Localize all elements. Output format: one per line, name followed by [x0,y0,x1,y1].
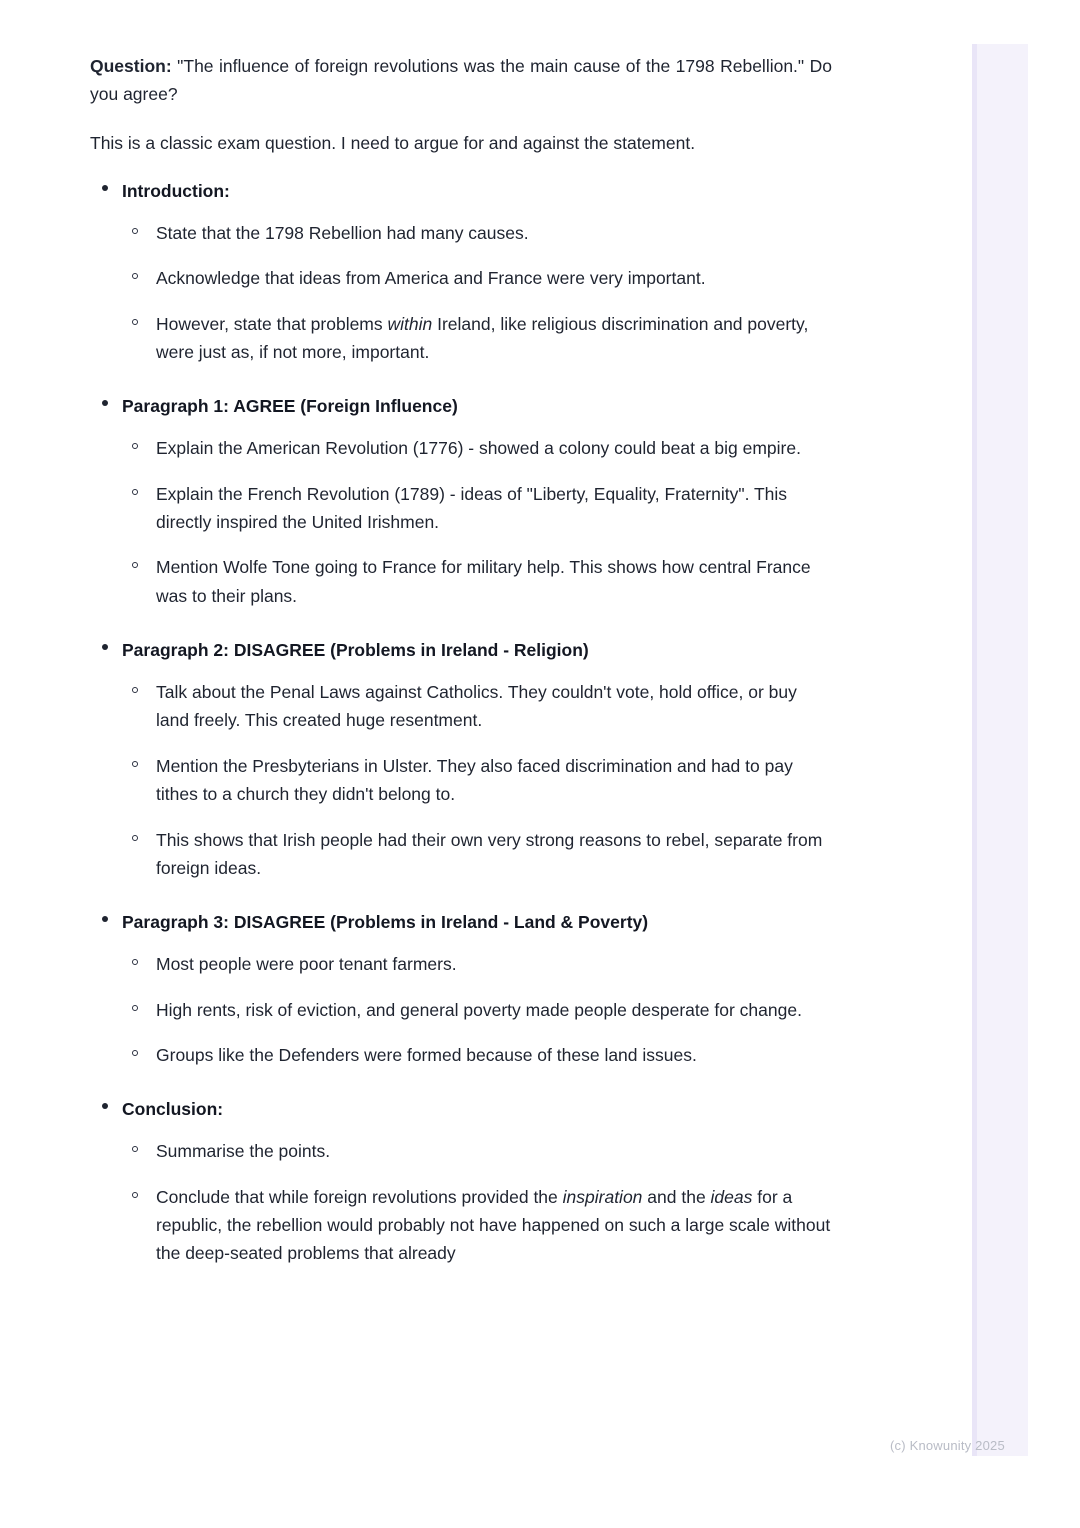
list-item [122,950,832,978]
sub-bullet-icon [132,562,138,568]
bullet-icon [102,1103,108,1109]
sub-point-text-tail: Ireland, like religious discrimination and poverty, were just as, if not more, important. [156,313,809,363]
sub-bullet-icon [132,1192,138,1198]
sub-bullet-icon [132,319,138,325]
list-item [122,1137,832,1165]
list-item [122,553,832,610]
sub-bullet-icon [132,959,138,965]
bullet-icon [102,400,108,406]
sub-point-text: High rents, risk of eviction, and general poverty made people desperate for change. [156,999,802,1020]
sub-point-text: Conclude that while foreign revolutions provided the [156,1186,563,1207]
sub-list [122,434,832,610]
list-item [122,264,832,292]
list-item [122,480,832,537]
list-item [122,752,832,809]
outline-list [90,177,832,1268]
sub-bullet-icon [132,443,138,449]
sub-point-emphasis: within [387,313,433,334]
sub-point-text: Most people were poor tenant farmers. [156,954,457,975]
section-heading: Conclusion: [122,1099,224,1120]
list-item [90,908,832,1069]
sub-bullet-icon [132,489,138,495]
section-heading: Paragraph 3: DISAGREE (Problems in Ireland - Land & Poverty) [122,912,649,933]
sub-point-text: Mention Wolfe Tone going to France for military help. This shows how central France was to their plans. [156,557,811,606]
sub-bullet-icon [132,761,138,767]
sub-bullet-icon [132,273,138,279]
sub-list [122,950,832,1069]
sub-point-text: Talk about the Penal Laws against Catholics. They couldn't vote, hold office, or buy land freely. This created huge resentment. [156,682,797,731]
sub-point-text: Mention the Presbyterians in Ulster. They also faced discrimination and had to pay tithes to a church they didn't belong to. [156,755,793,805]
sub-list [122,678,832,882]
decorative-side-band [972,44,1028,1456]
section-heading: Paragraph 2: DISAGREE (Problems in Ireland - Religion) [122,640,589,661]
list-item [122,1041,832,1069]
sub-point-emphasis-2: ideas [710,1186,753,1207]
list-item [122,310,832,367]
sub-point-text: Summarise the points. [156,1141,331,1162]
sub-bullet-icon [132,835,138,841]
list-item [90,177,832,366]
sub-point-text: Acknowledge that ideas from America and France were very important. [156,268,706,289]
sub-bullet-icon [132,1050,138,1056]
list-item [122,1183,832,1268]
list-item [122,434,832,462]
sub-point-text: Explain the American Revolution (1776) - showed a colony could beat a big empire. [156,438,801,459]
question-text: "The influence of foreign revolutions was the main cause of the 1798 Rebellion." Do you agree? [90,56,832,105]
bullet-icon [102,644,108,650]
list-item [122,996,832,1024]
intro-paragraph: This is a classic exam question. I need to argue for and against the statement. [90,132,696,153]
list-item [90,636,832,882]
sub-list [122,1137,832,1267]
sub-point-text: Groups like the Defenders were formed because of these land issues. [156,1044,697,1065]
decorative-side-band-edge [972,44,977,1456]
sub-point-text-tail: and the [642,1186,711,1207]
document-content [90,52,832,1294]
bullet-icon [102,185,108,191]
watermark: (c) Knowunity 2025 [890,1438,1005,1453]
sub-point-emphasis: inspiration [562,1186,643,1207]
list-item [122,826,832,883]
list-item [122,678,832,735]
list-item [90,392,832,610]
sub-point-text-continued: for a republic, the rebellion would probably not have happened on such a large scale without the deep-seated problems that already [156,1186,831,1264]
sub-bullet-icon [132,1005,138,1011]
sub-point-text: However, state that problems [156,313,388,334]
list-item [90,1095,832,1267]
sub-point-text: State that the 1798 Rebellion had many causes. [156,223,529,244]
sub-bullet-icon [132,228,138,234]
sub-bullet-icon [132,687,138,693]
sub-list [122,219,832,366]
section-heading: Introduction: [122,181,230,202]
question-paragraph [90,52,832,109]
list-item [122,219,832,247]
sub-point-text: Explain the French Revolution (1789) - ideas of "Liberty, Equality, Fraternity". This directly inspired the United Irishmen. [156,483,788,533]
bullet-icon [102,916,108,922]
question-label: Question: [90,56,172,76]
sub-bullet-icon [132,1146,138,1152]
sub-point-text: This shows that Irish people had their own very strong reasons to rebel, separate from foreign ideas. [156,829,823,878]
section-heading: Paragraph 1: AGREE (Foreign Influence) [122,396,458,417]
